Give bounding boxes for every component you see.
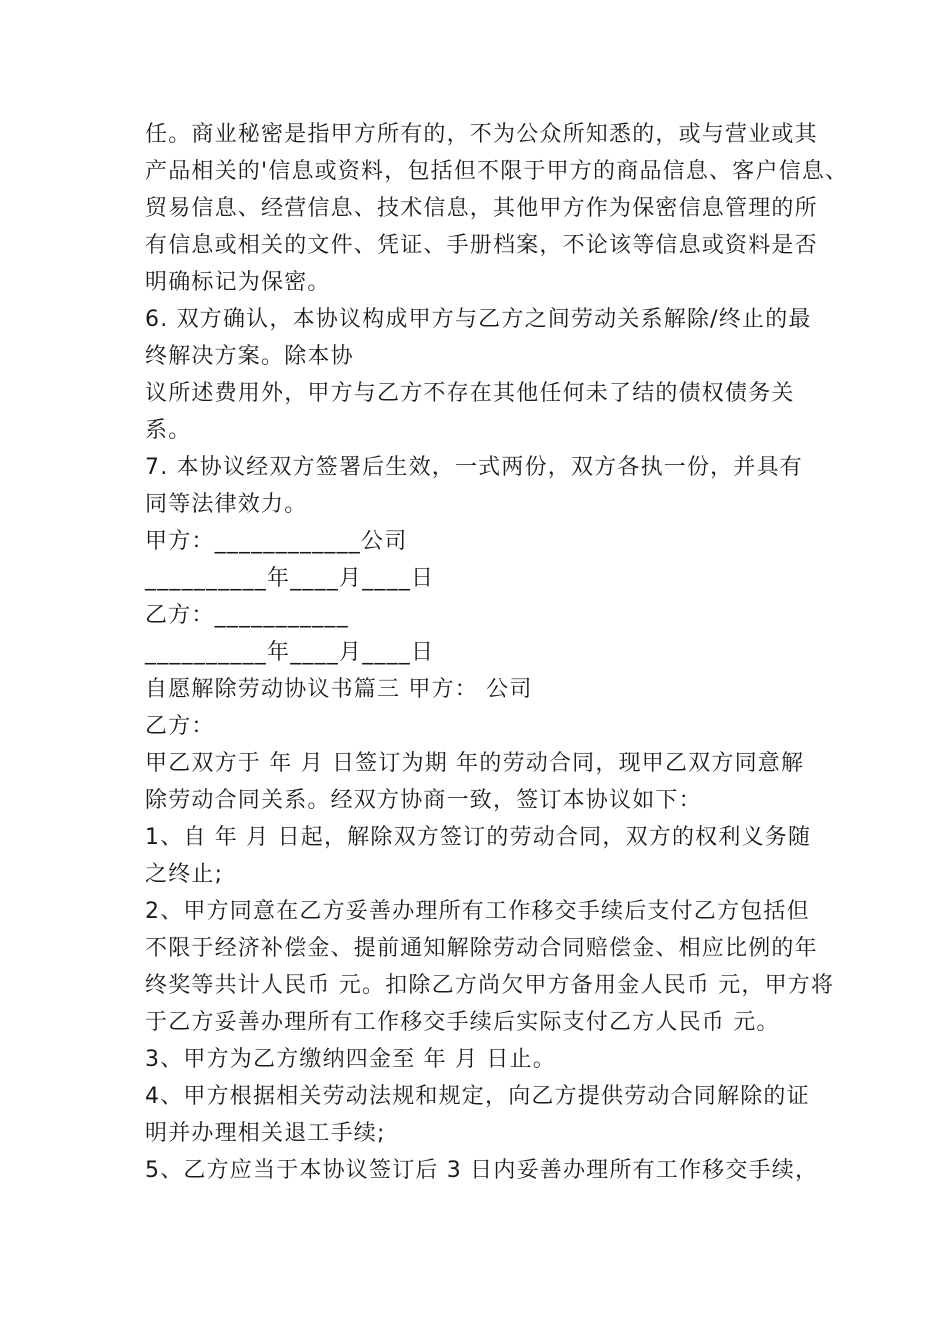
signature-party-b: 乙方：___________ <box>145 603 349 628</box>
text-line: 5、乙方应当于本协议签订后 3 日内妥善办理所有工作移交手续， <box>145 1158 819 1183</box>
text-line: 议所述费用外，甲方与乙方不存在其他任何未了结的债权债务关 <box>145 381 795 406</box>
signature-date: __________年____月____日 <box>145 640 435 665</box>
text-line: 系。 <box>145 418 192 443</box>
signature-party-a: 甲方：____________公司 <box>145 529 408 554</box>
text-line: 乙方： <box>145 714 215 739</box>
signature-date: __________年____月____日 <box>145 566 435 591</box>
text-line: 除劳动合同关系。经双方协商一致，签订本协议如下： <box>145 788 702 813</box>
text-line: 任。商业秘密是指甲方所有的，不为公众所知悉的，或与营业或其 <box>145 122 818 147</box>
text-line: 2、甲方同意在乙方妥善办理所有工作移交手续后支付乙方包括但 <box>145 899 810 924</box>
text-line: 有信息或相关的文件、凭证、手册档案，不论该等信息或资料是否 <box>145 233 818 258</box>
text-line: 不限于经济补偿金、提前通知解除劳动合同赔偿金、相应比例的年 <box>145 936 818 961</box>
text-line: 贸易信息、经营信息、技术信息，其他甲方作为保密信息管理的所 <box>145 196 818 221</box>
text-line: 产品相关的'信息或资料，包括但不限于甲方的商品信息、客户信息、 <box>145 159 849 184</box>
text-line: 终奖等共计人民币 元。扣除乙方尚欠甲方备用金人民币 元，甲方将 <box>145 973 835 998</box>
text-line: 于乙方妥善办理所有工作移交手续后实际支付乙方人民币 元。 <box>145 1010 780 1035</box>
text-line: 4、甲方根据相关劳动法规和规定，向乙方提供劳动合同解除的证 <box>145 1084 810 1109</box>
text-line: 明并办理相关退工手续; <box>145 1121 386 1146</box>
text-line: 7. 本协议经双方签署后生效，一式两份，双方各执一份，并具有 <box>145 455 803 480</box>
text-line: 之终止; <box>145 862 224 887</box>
text-line: 3、甲方为乙方缴纳四金至 年 月 日止。 <box>145 1047 556 1072</box>
text-line: 1、自 年 月 日起，解除双方签订的劳动合同，双方的权利义务随 <box>145 825 812 850</box>
section-title: 自愿解除劳动协议书篇三 甲方： 公司 <box>145 677 533 702</box>
text-line: 同等法律效力。 <box>145 492 308 517</box>
text-line: 6. 双方确认，本协议构成甲方与乙方之间劳动关系解除/终止的最 <box>145 307 812 332</box>
text-line: 终解决方案。除本协 <box>145 344 354 369</box>
text-line: 明确标记为保密。 <box>145 270 331 295</box>
text-line: 甲乙双方于 年 月 日签订为期 年的劳动合同，现甲乙双方同意解 <box>145 751 805 776</box>
